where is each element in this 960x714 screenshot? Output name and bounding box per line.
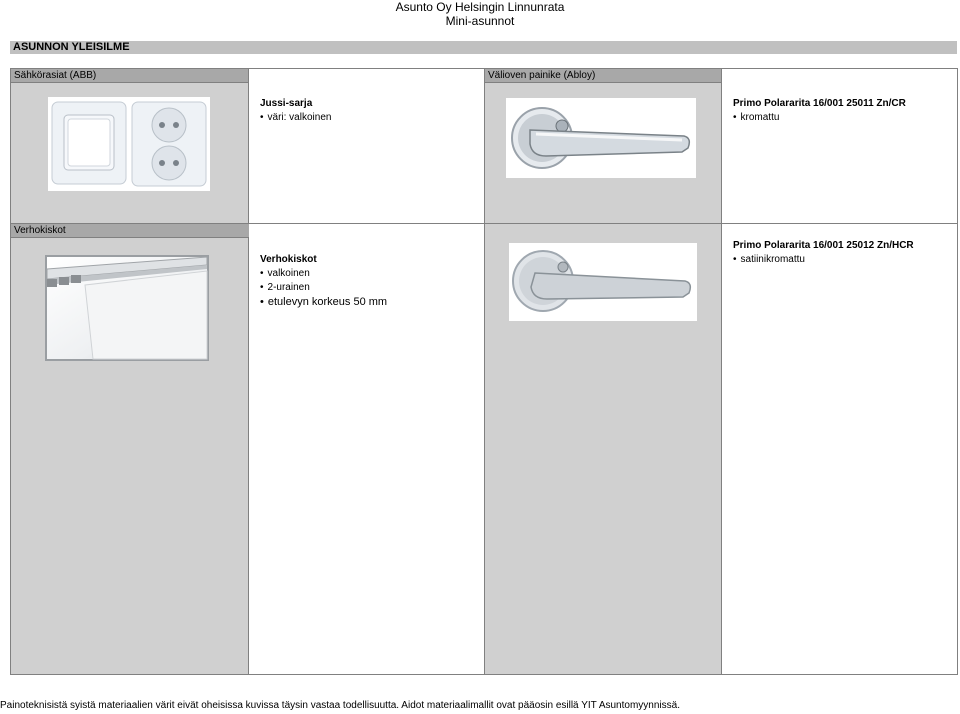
curtain-bullet: • valkoinen: [260, 267, 475, 281]
jussi-bullet: • väri: valkoinen: [260, 111, 475, 125]
handle-hcr-bullet: • satiinikromattu: [733, 253, 955, 267]
jussi-name: Jussi-sarja: [260, 98, 313, 109]
row-divider: [485, 223, 722, 224]
handle-cr-name: Primo Polararita 16/001 25011 Zn/CR: [733, 98, 906, 109]
section-title: ASUNNON YLEISILME: [10, 41, 957, 54]
column-electrical-images: [11, 69, 249, 674]
document-subtitle: Mini-asunnot: [445, 14, 515, 28]
curtain-bullet: • etulevyn korkeus 50 mm: [260, 295, 475, 309]
curtain-section-header: Verhokiskot: [11, 224, 249, 238]
switch-socket-image: [48, 97, 210, 191]
company-name: Asunto Oy Helsingin Linnunrata: [395, 0, 565, 14]
handle-hcr-description: [733, 239, 955, 267]
curtain-bullet: • 2-urainen: [260, 281, 475, 295]
handle-cr-bullet: • kromattu: [733, 111, 955, 125]
curtain-description: [260, 253, 475, 309]
handle-chrome-image: [506, 98, 696, 178]
handle-satin-chrome-image: [509, 243, 697, 321]
jussi-description: [260, 97, 475, 125]
row-divider: [722, 223, 957, 224]
electrical-section-header: Sähkörasiat (ABB): [11, 69, 248, 83]
column-handle-images: [485, 69, 722, 674]
column-electrical-text: [249, 69, 485, 674]
disclaimer-footer: Painoteknisistä syistä materiaalien värit eivät oheisissa kuvissa täysin vastaa todellisuutta. Aidot materiaalimallit ovat pääosin esillä YIT Asuntomyynnissä.: [0, 700, 680, 711]
curtain-rail-image: [45, 255, 209, 361]
column-handle-text: [722, 69, 957, 674]
door-handle-section-header: Välioven painike (Abloy): [485, 69, 721, 83]
handle-hcr-name: Primo Polararita 16/001 25012 Zn/HCR: [733, 240, 914, 251]
handle-cr-description: [733, 97, 955, 125]
row-divider: [249, 223, 485, 224]
curtain-name: Verhokiskot: [260, 254, 317, 265]
materials-grid: [10, 68, 958, 675]
